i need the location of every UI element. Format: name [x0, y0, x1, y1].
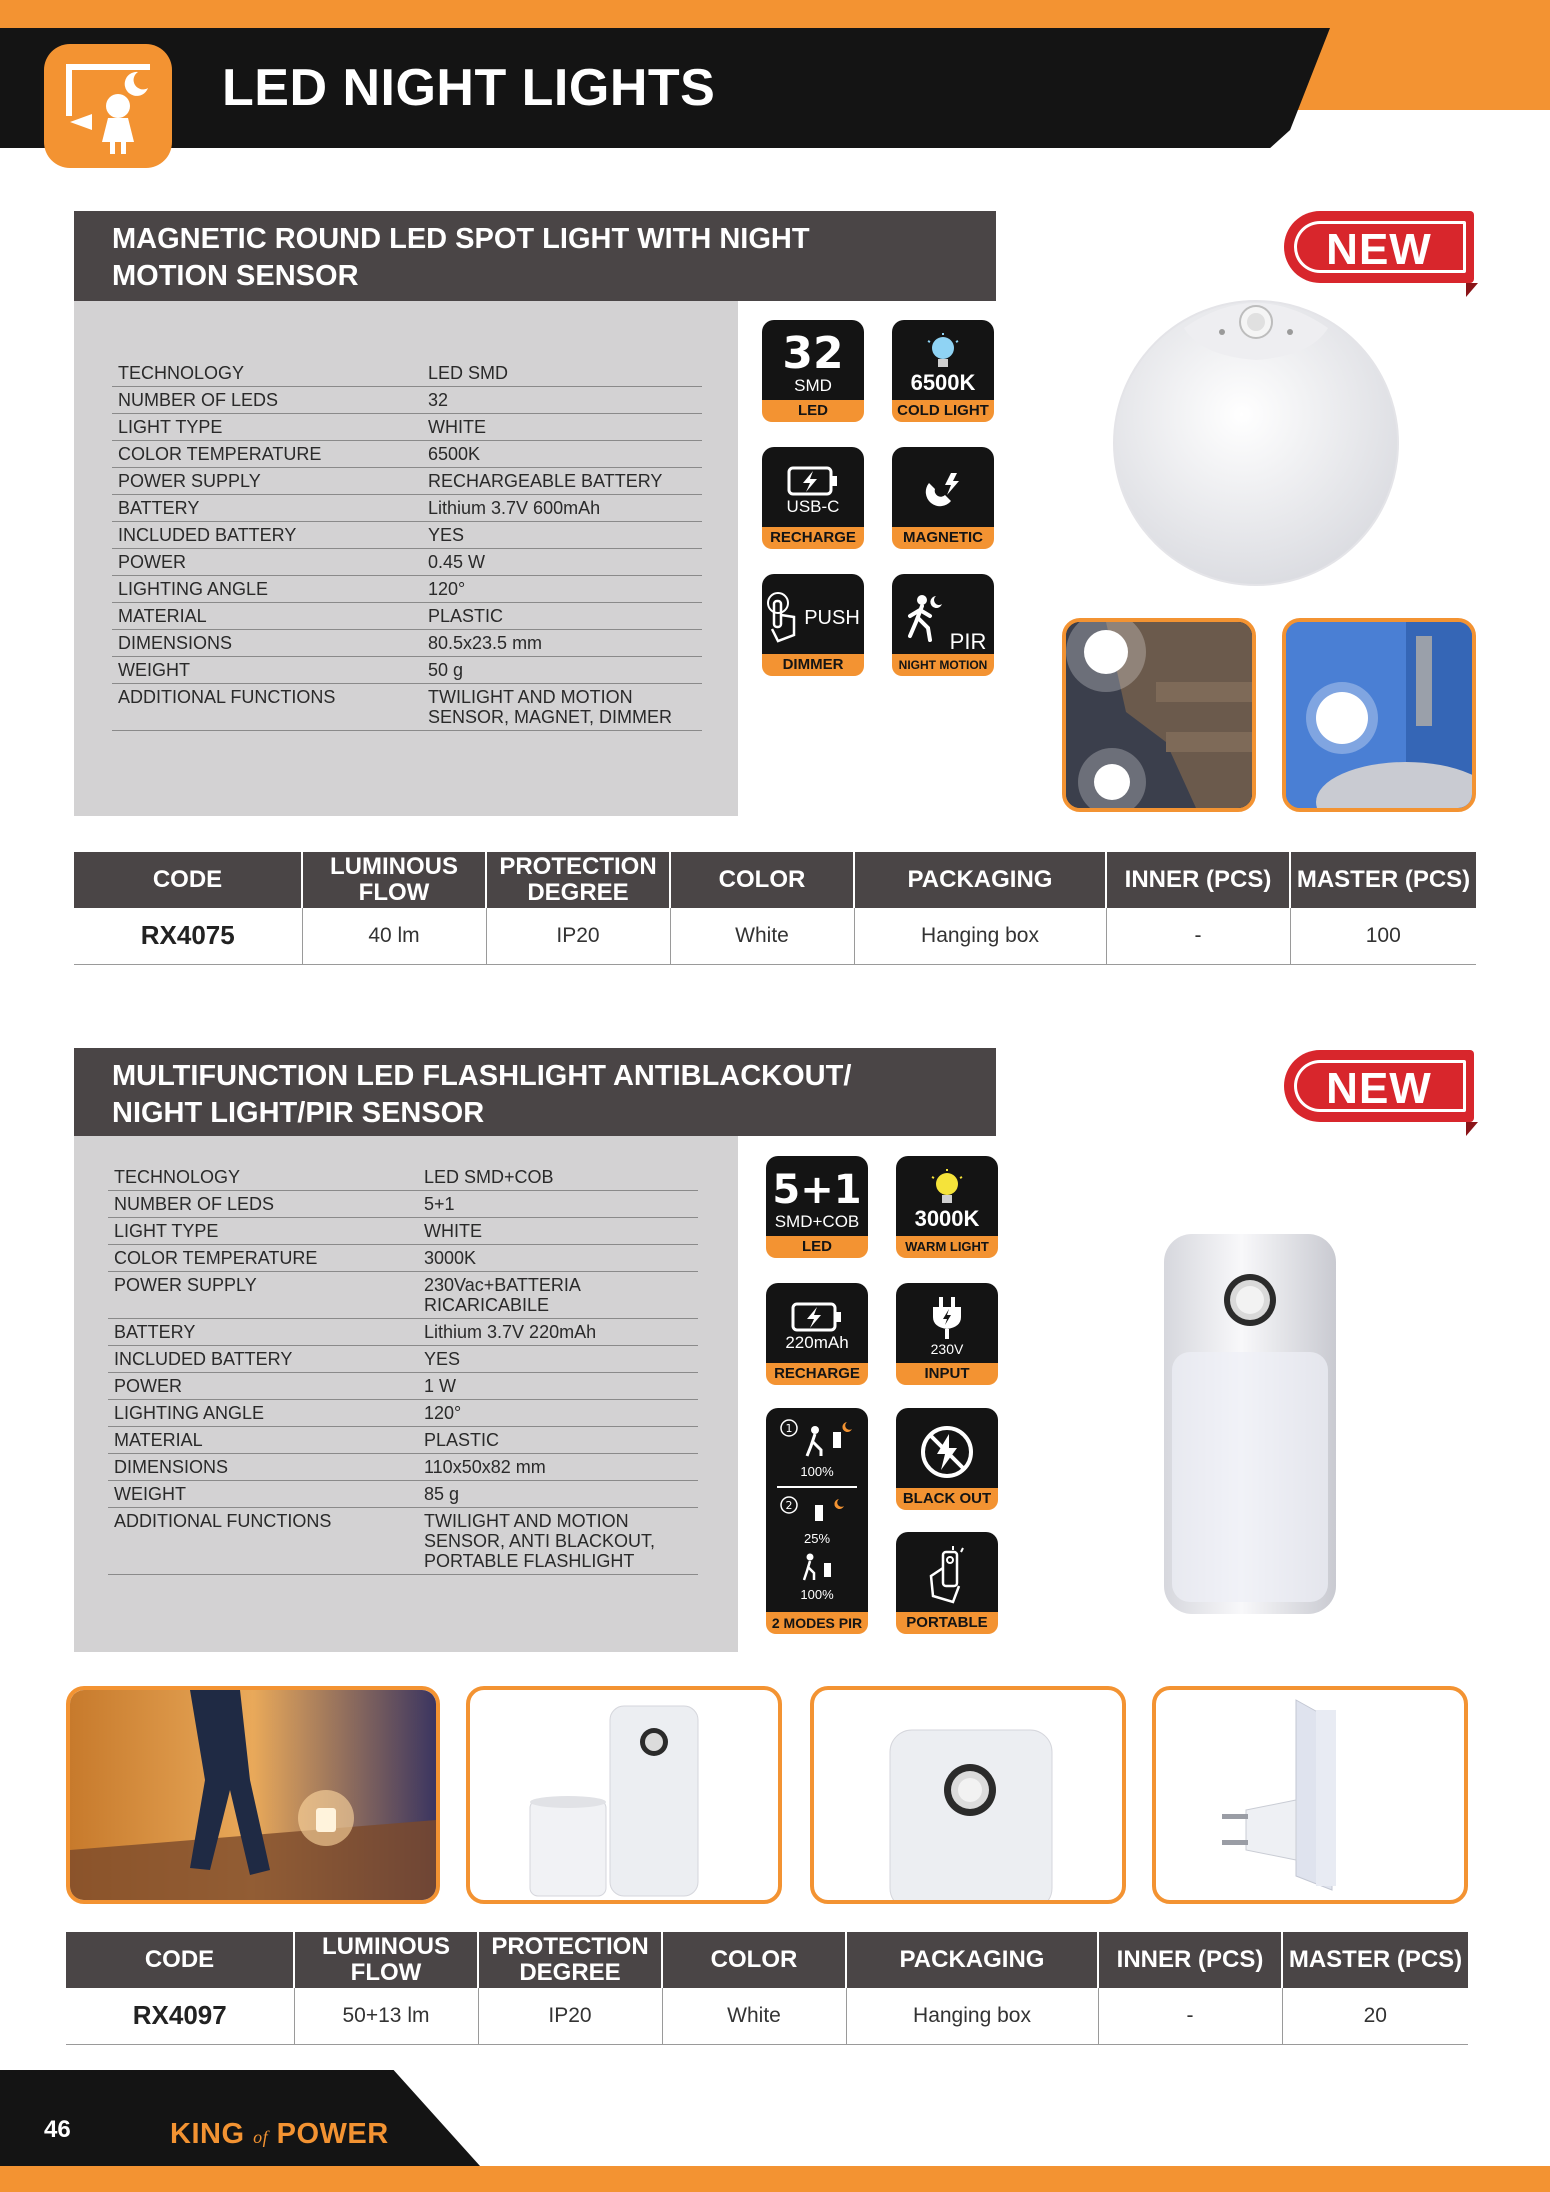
spec-value: 32 — [422, 387, 702, 414]
feature-label: WARM LIGHT — [896, 1236, 998, 1258]
child-night-light-icon — [44, 44, 172, 168]
spec-value: Lithium 3.7V 600mAh — [422, 495, 702, 522]
spec-row — [108, 1373, 698, 1400]
table-header: PACKAGING — [854, 852, 1106, 908]
spec-row — [112, 549, 702, 576]
feature-label: INPUT — [896, 1363, 998, 1385]
spec-row — [108, 1400, 698, 1427]
table-header: INNER (PCS) — [1106, 852, 1290, 908]
feature-recharge — [766, 1283, 868, 1385]
spec-row — [108, 1508, 698, 1575]
footer-stripe — [0, 2166, 1550, 2192]
spec-table — [112, 360, 702, 731]
spec-value: 3000K — [418, 1245, 698, 1272]
spec-label: POWER — [108, 1373, 418, 1400]
spec-value: WHITE — [418, 1218, 698, 1245]
touch-hand-icon — [766, 591, 800, 645]
feature-dimmer — [762, 574, 864, 676]
pir-mode-value: 25% — [803, 1531, 831, 1547]
spec-value: 120° — [422, 576, 702, 603]
bulb-icon — [926, 333, 960, 371]
spec-value: 85 g — [418, 1481, 698, 1508]
spec-row — [112, 468, 702, 495]
spec-label: POWER — [112, 549, 422, 576]
page-title: LED NIGHT LIGHTS — [222, 59, 716, 117]
feature-label: RECHARGE — [766, 1363, 868, 1385]
spec-value: RECHARGEABLE BATTERY — [422, 468, 702, 495]
feature-pir — [892, 574, 994, 676]
feature-value: 6500K — [910, 370, 976, 395]
feature-magnetic — [892, 447, 994, 549]
table-cell: White — [662, 1988, 846, 2044]
feature-blackout — [896, 1408, 998, 1510]
spec-value: PLASTIC — [418, 1427, 698, 1454]
table-cell: 100 — [1290, 908, 1476, 964]
svg-text:1: 1 — [785, 1421, 793, 1435]
magnet-icon — [917, 465, 969, 517]
spec-label: NUMBER OF LEDS — [108, 1191, 418, 1218]
table-header: MASTER (PCS) — [1282, 1932, 1468, 1988]
spec-label: COLOR TEMPERATURE — [108, 1245, 418, 1272]
feature-pir-modes — [766, 1408, 868, 1634]
spec-row — [112, 684, 702, 731]
feature-label: LED — [762, 400, 864, 422]
spec-row — [108, 1454, 698, 1481]
hand-held-icon — [923, 1546, 971, 1606]
new-badge — [1284, 211, 1478, 299]
feature-color-temp — [896, 1156, 998, 1258]
spec-row — [112, 495, 702, 522]
feature-value: PUSH — [804, 607, 860, 629]
spec-label: NUMBER OF LEDS — [112, 387, 422, 414]
spec-label: LIGHT TYPE — [108, 1218, 418, 1245]
product-title — [74, 211, 996, 301]
feature-input — [896, 1283, 998, 1385]
spec-label: BATTERY — [108, 1319, 418, 1346]
spec-value: TWILIGHT AND MOTION SENSOR, ANTI BLACKOUT, PORTABLE FLASHLIGHT — [418, 1508, 698, 1575]
spec-label: LIGHT TYPE — [112, 414, 422, 441]
plug-icon — [927, 1295, 967, 1339]
feature-color-temp — [892, 320, 994, 422]
spec-value: YES — [418, 1346, 698, 1373]
pir-mode-value: 100% — [800, 1463, 834, 1479]
svg-text:2: 2 — [785, 1498, 793, 1512]
product-title — [74, 1048, 996, 1136]
spec-row — [108, 1319, 698, 1346]
spec-label: LIGHTING ANGLE — [108, 1400, 418, 1427]
spec-row — [112, 414, 702, 441]
new-badge-text: NEW — [1326, 225, 1432, 274]
product-title-line: MAGNETIC ROUND LED SPOT LIGHT WITH NIGHT — [112, 223, 810, 255]
new-badge — [1284, 1050, 1478, 1138]
spec-row — [112, 387, 702, 414]
brand-logo — [170, 2118, 389, 2151]
spec-label: ADDITIONAL FUNCTIONS — [108, 1508, 418, 1575]
spec-value: 1 W — [418, 1373, 698, 1400]
feature-value: 32 — [782, 328, 844, 379]
feature-label: NIGHT MOTION — [892, 654, 994, 676]
spec-label: BATTERY — [112, 495, 422, 522]
table-header: CODE — [74, 852, 302, 908]
spec-label: POWER SUPPLY — [108, 1272, 418, 1319]
spec-value: LED SMD+COB — [418, 1164, 698, 1191]
product-image-flashlight — [1150, 1222, 1350, 1622]
product-title-line: MULTIFUNCTION LED FLASHLIGHT ANTIBLACKOUT/ — [112, 1060, 852, 1092]
spec-row — [112, 657, 702, 684]
table-header: PROTECTION DEGREE — [478, 1932, 662, 1988]
feature-label: PORTABLE — [896, 1612, 998, 1634]
spec-table — [108, 1164, 698, 1575]
product-title-line: NIGHT LIGHT/PIR SENSOR — [112, 1097, 485, 1129]
table-header: CODE — [66, 1932, 294, 1988]
spec-value: PLASTIC — [422, 603, 702, 630]
brand-word: KING — [170, 2118, 245, 2150]
divider — [777, 1486, 857, 1488]
table-cell: - — [1098, 1988, 1282, 2044]
header-corner-accent — [1290, 0, 1550, 110]
spec-value: 230Vac+BATTERIA RICARICABILE — [418, 1272, 698, 1319]
feature-subtext: SMD — [794, 376, 832, 395]
spec-row — [108, 1245, 698, 1272]
pir-mode-two-icon — [777, 1495, 857, 1525]
feature-label: 2 MODES PIR — [766, 1612, 868, 1634]
spec-label: DIMENSIONS — [112, 630, 422, 657]
lifestyle-photo-bathroom — [1282, 618, 1476, 812]
feature-portable — [896, 1532, 998, 1634]
table-header: COLOR — [662, 1932, 846, 1988]
pir-mode-value: 100% — [800, 1587, 834, 1603]
spec-label: WEIGHT — [112, 657, 422, 684]
feature-value: 3000K — [914, 1206, 980, 1231]
table-cell: Hanging box — [846, 1988, 1098, 2044]
lifestyle-photo-hallway — [66, 1686, 440, 1904]
spec-value: 0.45 W — [422, 549, 702, 576]
spec-row — [112, 441, 702, 468]
spec-row — [108, 1191, 698, 1218]
spec-label: MATERIAL — [112, 603, 422, 630]
spec-row — [112, 603, 702, 630]
table-header: LUMINOUS FLOW — [302, 852, 486, 908]
battery-charge-icon — [791, 1301, 843, 1333]
feature-label: RECHARGE — [762, 527, 864, 549]
feature-recharge — [762, 447, 864, 549]
spec-value: WHITE — [422, 414, 702, 441]
brand-word: POWER — [276, 2118, 389, 2150]
table-header: PROTECTION DEGREE — [486, 852, 670, 908]
feature-label: BLACK OUT — [896, 1488, 998, 1510]
feature-subtext: SMD+COB — [774, 1212, 860, 1231]
spec-value: YES — [422, 522, 702, 549]
product-photo-plug-side — [1152, 1686, 1468, 1904]
spec-row — [112, 630, 702, 657]
spec-label: MATERIAL — [108, 1427, 418, 1454]
spec-value: Lithium 3.7V 220mAh — [418, 1319, 698, 1346]
spec-label: ADDITIONAL FUNCTIONS — [112, 684, 422, 731]
table-cell: Hanging box — [854, 908, 1106, 964]
table-row — [74, 908, 1476, 964]
spec-label: TECHNOLOGY — [108, 1164, 418, 1191]
table-cell: White — [670, 908, 854, 964]
bulb-icon — [930, 1169, 964, 1207]
pir-modes-icon — [777, 1418, 857, 1458]
battery-charge-icon — [787, 465, 839, 497]
product-title-line: MOTION SENSOR — [112, 260, 359, 292]
feature-value: PIR — [949, 629, 987, 654]
blackout-icon — [919, 1424, 975, 1480]
spec-label: POWER SUPPLY — [112, 468, 422, 495]
spec-row — [108, 1218, 698, 1245]
table-cell: 20 — [1282, 1988, 1468, 2044]
spec-row — [108, 1272, 698, 1319]
spec-label: COLOR TEMPERATURE — [112, 441, 422, 468]
table-row — [66, 1988, 1468, 2044]
spec-row — [112, 360, 702, 387]
feature-value: 230V — [930, 1341, 964, 1357]
table-header: MASTER (PCS) — [1290, 852, 1476, 908]
table-cell: IP20 — [478, 1988, 662, 2044]
spec-row — [112, 576, 702, 603]
table-cell: IP20 — [486, 908, 670, 964]
walking-person-icon — [792, 1553, 842, 1581]
product-code: RX4075 — [74, 908, 302, 964]
spec-value: 50 g — [422, 657, 702, 684]
feature-value: 220mAh — [785, 1333, 849, 1352]
spec-label: INCLUDED BATTERY — [112, 522, 422, 549]
feature-value: 5+1 — [772, 1167, 862, 1213]
product-image-round-spot — [1106, 288, 1406, 588]
product-code: RX4097 — [66, 1988, 294, 2044]
spec-row — [108, 1346, 698, 1373]
page-number: 46 — [44, 2116, 71, 2143]
spec-row — [108, 1427, 698, 1454]
table-cell: 40 lm — [302, 908, 486, 964]
spec-row — [112, 522, 702, 549]
feature-label: MAGNETIC — [892, 527, 994, 549]
spec-row — [108, 1164, 698, 1191]
table-header: LUMINOUS FLOW — [294, 1932, 478, 1988]
product-code-table — [66, 1932, 1468, 2045]
new-badge-text: NEW — [1326, 1064, 1432, 1113]
spec-value: 5+1 — [418, 1191, 698, 1218]
brand-word: of — [253, 2127, 269, 2147]
table-cell: - — [1106, 908, 1290, 964]
spec-row — [108, 1481, 698, 1508]
table-cell: 50+13 lm — [294, 1988, 478, 2044]
lifestyle-photo-stairs — [1062, 618, 1256, 812]
spec-label: LIGHTING ANGLE — [112, 576, 422, 603]
feature-led-count — [766, 1156, 868, 1258]
spec-value: LED SMD — [422, 360, 702, 387]
feature-label: COLD LIGHT — [892, 400, 994, 422]
spec-label: TECHNOLOGY — [112, 360, 422, 387]
feature-value: USB-C — [786, 497, 840, 516]
spec-value: 120° — [418, 1400, 698, 1427]
table-header: INNER (PCS) — [1098, 1932, 1282, 1988]
feature-led-count — [762, 320, 864, 422]
spec-value: 80.5x23.5 mm — [422, 630, 702, 657]
spec-value: 6500K — [422, 441, 702, 468]
table-header: COLOR — [670, 852, 854, 908]
product-photo-front — [810, 1686, 1126, 1904]
spec-label: WEIGHT — [108, 1481, 418, 1508]
table-header: PACKAGING — [846, 1932, 1098, 1988]
spec-label: DIMENSIONS — [108, 1454, 418, 1481]
feature-label: DIMMER — [762, 654, 864, 676]
spec-value: 110x50x82 mm — [418, 1454, 698, 1481]
feature-label: LED — [766, 1236, 868, 1258]
product-code-table — [74, 852, 1476, 965]
spec-value: TWILIGHT AND MOTION SENSOR, MAGNET, DIMMER — [422, 684, 702, 731]
product-photo-detached — [466, 1686, 782, 1904]
walking-person-icon — [900, 590, 948, 646]
spec-label: INCLUDED BATTERY — [108, 1346, 418, 1373]
